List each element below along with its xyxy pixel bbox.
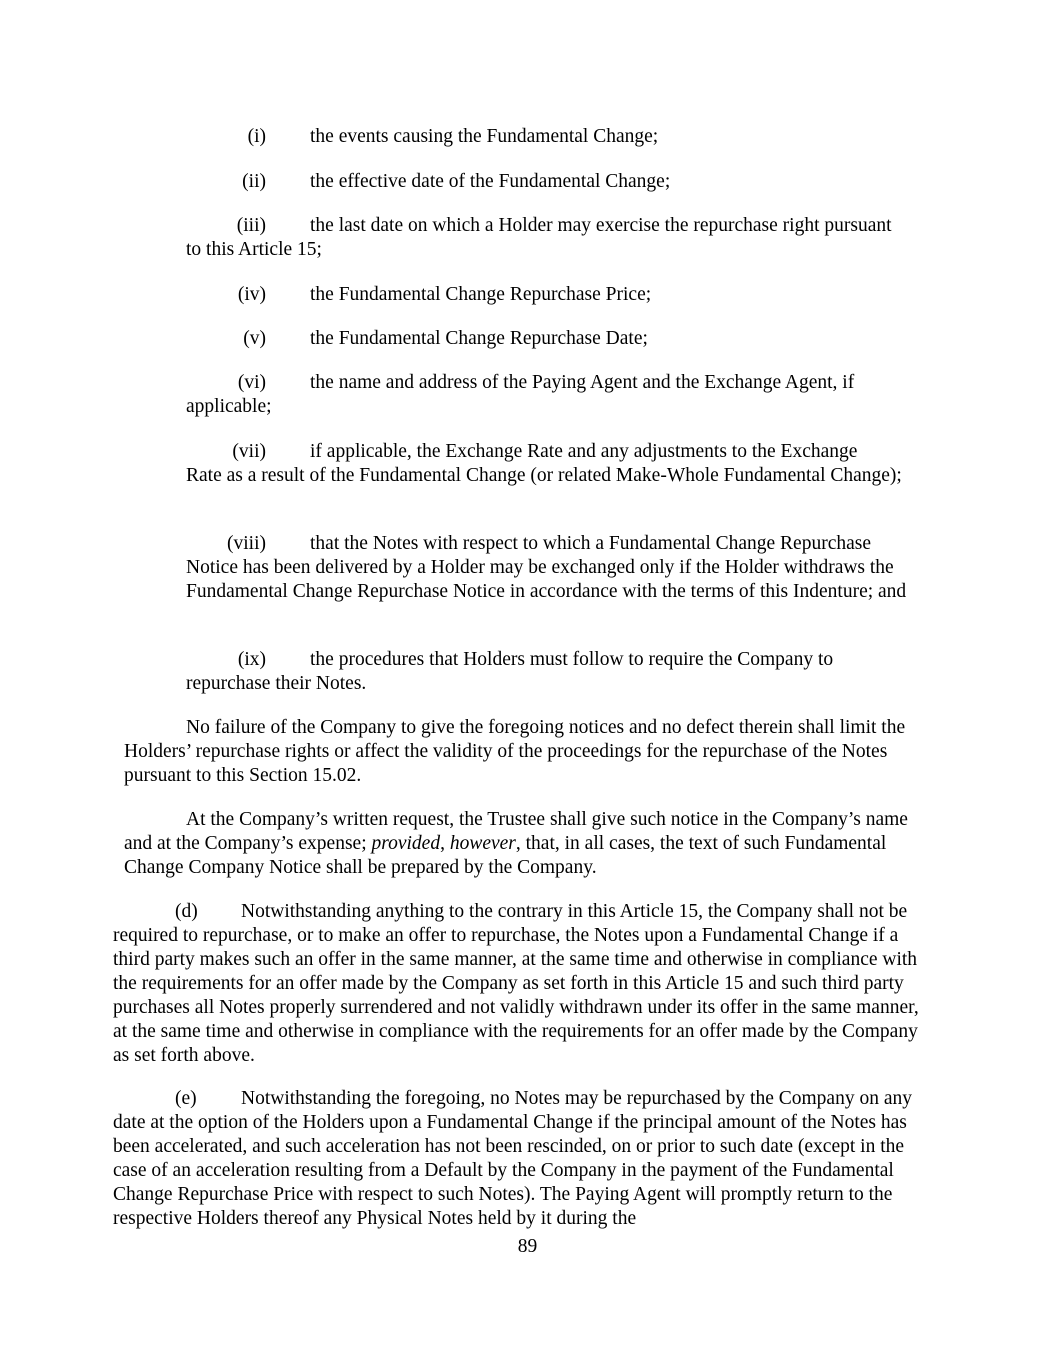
item-number: (iv) (237, 284, 266, 305)
page-number: 89 (517, 1236, 538, 1257)
trustee-notice-paragraph: At the Company’s written request, the Trustee shall give such notice in the Company’s name and at the Company’s expense; provided, however, that, in all cases, the text of such Fundamental Change Company Notice shall be prepared by the Company. (124, 809, 908, 878)
item-number: (iii) (236, 215, 266, 236)
item-text: the Fundamental Change Repurchase Date; (310, 328, 648, 349)
item-number: (ix) (237, 649, 266, 670)
item-number: (ii) (242, 171, 266, 192)
item-continuation: to this Article 15; (186, 239, 322, 260)
clause-text: Notwithstanding anything to the contrary in this Article 15, the Company shall not be required to repurchase, or to make an offer to repurchase, the Notes upon a Fundamental Change if a third party makes such an offer in the same manner, at the same time and otherwise in compliance with the requirements for an offer made by the Company as set forth in this Article 15 and such third party purchases all Notes properly surrendered and not validly withdrawn under its offer in the same manner, at the same time and otherwise in compliance with the requirements for an offer made by the Company as set forth above. (113, 901, 919, 1066)
item-number: (viii) (227, 533, 266, 554)
clause-d-paragraph (113, 900, 928, 1068)
item-text: the effective date of the Fundamental Change; (310, 171, 671, 192)
item-text: that the Notes with respect to which a Fundamental Change Repurchase (310, 533, 872, 554)
clause-e-paragraph (113, 1087, 928, 1231)
item-text: the last date on which a Holder may exercise the repurchase right pursuant (310, 215, 892, 236)
notice-item-vi (186, 371, 936, 419)
clause-text: Notwithstanding the foregoing, no Notes may be repurchased by the Company on any date at the option of the Holders upon a Fundamental Change if the principal amount of the Notes has been accelerated, and such acceleration has not been rescinded, on or prior to such date (except in the case of an acceleration resulting from a Default by the Company in the payment of the Fundamental Change Repurchase Price with respect to such Notes). The Paying Agent will promptly return to the respective Holders thereof any Physical Notes held by it during the (113, 1088, 912, 1229)
item-text: the name and address of the Paying Agent and the Exchange Agent, if (310, 372, 855, 393)
notice-item-ii (186, 170, 936, 194)
item-continuation: Notice has been delivered by a Holder may be exchanged only if the Holder withdraws the Fundamental Change Repurchase Notice in accordance with the terms of this Indenture; and (186, 557, 907, 602)
notice-item-v (186, 327, 936, 351)
item-continuation: repurchase their Notes. (186, 673, 367, 694)
notice-item-iv (186, 283, 936, 307)
notice-item-vii (186, 440, 906, 488)
clause-label: (d) (175, 901, 198, 922)
item-text: the procedures that Holders must follow to require the Company to (310, 649, 834, 670)
item-number: (v) (243, 328, 266, 349)
item-number: (vii) (232, 441, 266, 462)
no-failure-paragraph: No failure of the Company to give the foregoing notices and no defect therein shall limit the Holders’ repurchase rights or affect the validity of the proceedings for the repurchase of the Notes pursuant to this Section 15.02. (124, 717, 906, 786)
notice-item-iii (186, 214, 936, 262)
notice-item-i (186, 125, 936, 149)
item-number: (vi) (237, 372, 266, 393)
item-number: (i) (247, 126, 266, 147)
item-text: the events causing the Fundamental Change; (310, 126, 659, 147)
clause-label: (e) (175, 1088, 197, 1109)
item-continuation: applicable; (186, 396, 272, 417)
item-continuation: Rate as a result of the Fundamental Change (or related Make-Whole Fundamental Change); (186, 465, 902, 486)
notice-item-ix (186, 648, 936, 696)
item-text: the Fundamental Change Repurchase Price; (310, 284, 652, 305)
item-text: if applicable, the Exchange Rate and any adjustments to the Exchange (310, 441, 858, 462)
notice-item-viii (186, 532, 916, 604)
